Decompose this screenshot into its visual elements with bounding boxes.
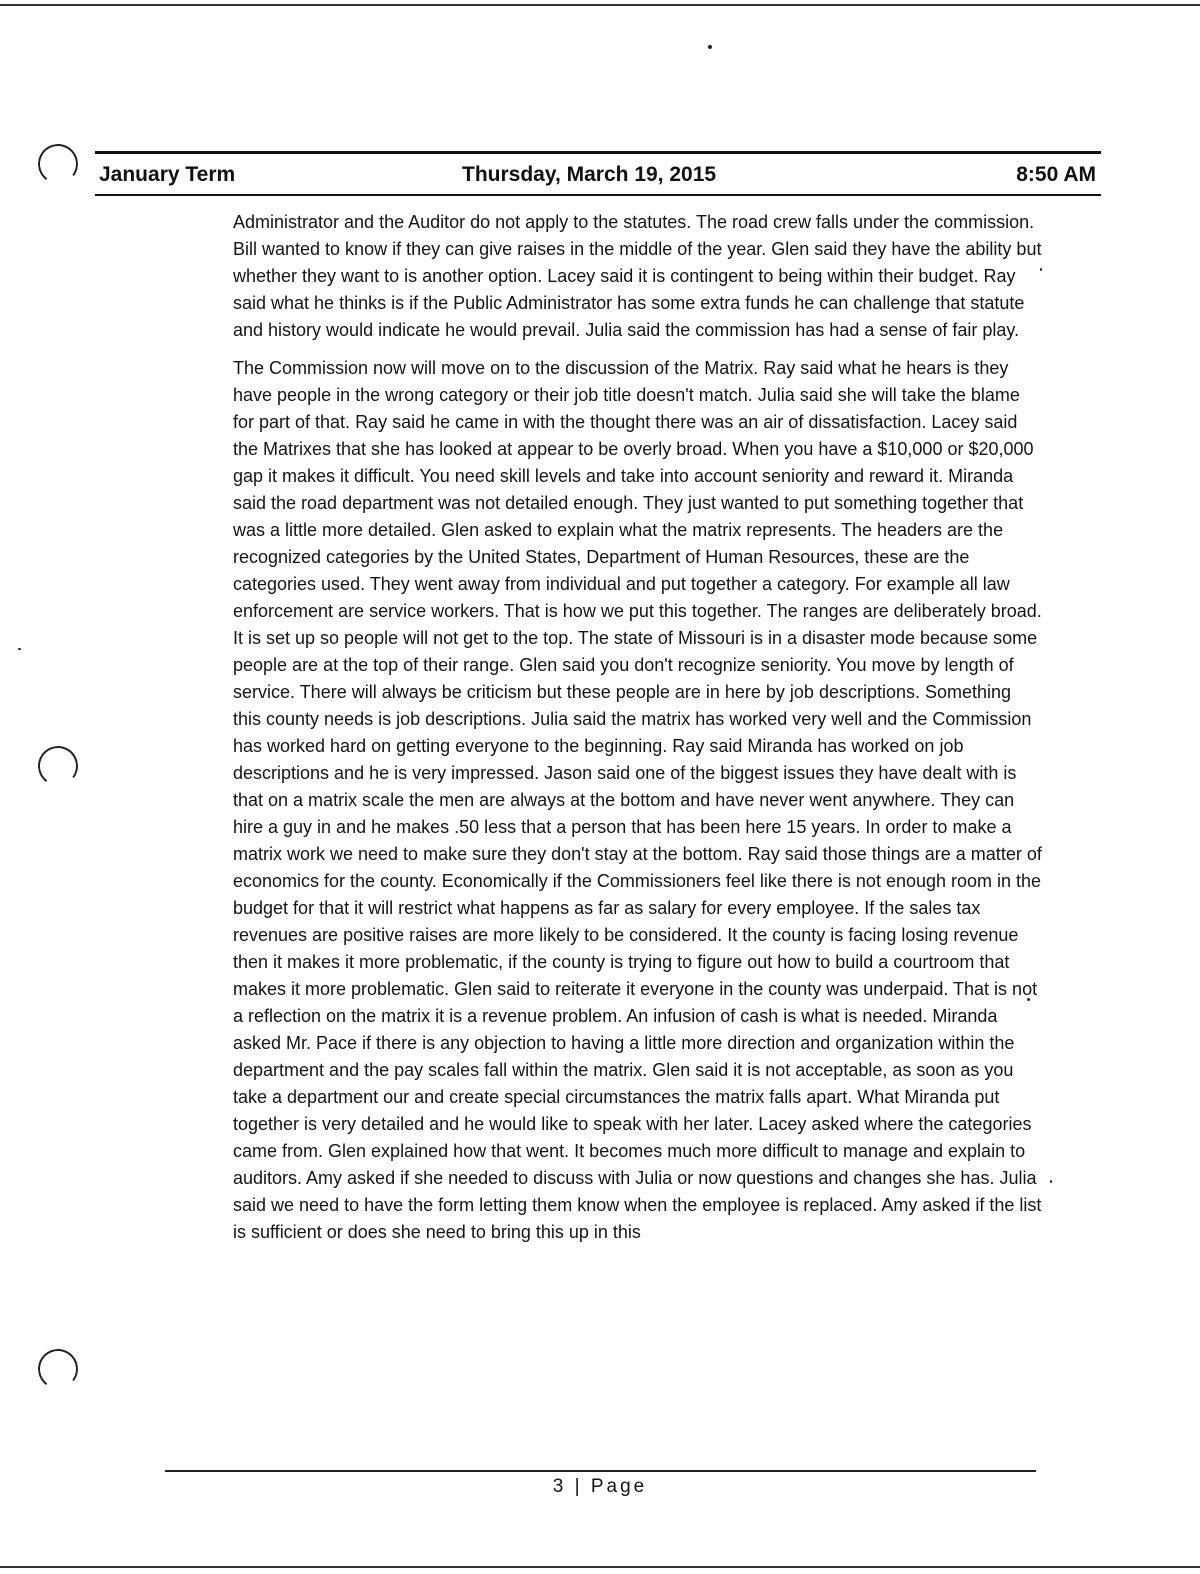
header-term: January Term [99, 163, 236, 186]
page-number: 3 | Page [552, 1476, 648, 1497]
scan-speck [1050, 1180, 1052, 1183]
scan-speck [708, 45, 712, 49]
paragraph: Administrator and the Auditor do not apply to the statutes. The road crew falls under the commission. Bill wanted to know if they can give raises in the middle of the year. Glen said they have the ability but whether they want to is another option. Lacey said it is contingent to being within their budget. Ray said what he thinks is if the Public Administrator has some extra funds he can challenge that statute and history would indicate he would prevail. Julia said the commission has had a sense of fair play. [233, 212, 1042, 340]
minutes-body [233, 209, 1043, 1257]
binder-hole-icon [35, 1346, 80, 1391]
scan-speck [18, 648, 21, 650]
binder-hole-icon [35, 743, 80, 788]
scan-bottom-edge [0, 1566, 1200, 1568]
footer-rule [165, 1470, 1036, 1472]
paragraph: The Commission now will move on to the discussion of the Matrix. Ray said what he hears is they have people in the wrong category or their job title doesn't match. Julia said she will take the blame for part of that. Ray said he came in with the thought there was an air of dissatisfaction. Lacey said the Matrixes that she has looked at appear to be overly broad. When you have a $10,000 or $20,000 gap it makes it difficult. You need skill levels and take into account seniority and reward it. Miranda said the road department was not detailed enough. They just wanted to put something together that was a little more detailed. Glen asked to explain what the matrix represents. The headers are the recognized categories by the United States, Department of Human Resources, these are the categories used. They went away from individual and put together a category. For example all law enforcement are service workers. That is how we put this together. The ranges are deliberately broad. It is set up so people will not get to the top. The state of Missouri is in a disaster mode because some people are at the top of their range. Glen said you don't recognize seniority. You move by length of service. There will always be criticism but these people are in here by job descriptions. Something this county needs is job descriptions. Julia said the matrix has worked very well and the Commission has worked hard on getting everyone to the beginning. Ray said Miranda has worked on job descriptions and he is very impressed. Jason said one of the biggest issues they have dealt with is that on a matrix scale the men are always at the bottom and have never went anywhere. They can hire a guy in and he makes .50 less that a person that has been here 15 years. In order to make a matrix work we need to make sure they don't stay at the bottom. Ray said those things are a matter of economics for the county. Economically if the Commissioners feel like there is not enough room in the budget for that it will restrict what happens as far as salary for every employee. If the sales tax revenues are positive raises are more likely to be considered. It the county is facing losing revenue then it makes it more problematic, if the county is trying to figure out how to build a courtroom that makes it more problematic. Glen said to reiterate it everyone in the county was underpaid. That is not a reflection on the matrix it is a revenue problem. An infusion of cash is what is needed. Miranda asked Mr. Pace if there is any objection to having a little more direction and organization within the department and the pay scales fall within the matrix. Glen said it is not acceptable, as soon as you take a department our and create special circumstances the matrix falls apart. What Miranda put together is very detailed and he would like to speak with her later. Lacey asked where the categories came from. Glen explained how that went. It becomes much more difficult to manage and explain to auditors. Amy asked if she needed to discuss with Julia or now questions and changes she has. Julia said we need to have the form letting them know when the employee is replaced. Amy asked if the list is sufficient or does she need to bring this up in this [233, 358, 1042, 1242]
scan-top-edge [0, 4, 1200, 6]
header-bottom-rule [95, 194, 1101, 196]
header-date: Thursday, March 19, 2015 [462, 163, 717, 186]
binder-hole-icon [35, 141, 80, 186]
header-time: 8:50 AM [1016, 163, 1096, 186]
header-top-rule [95, 151, 1101, 154]
